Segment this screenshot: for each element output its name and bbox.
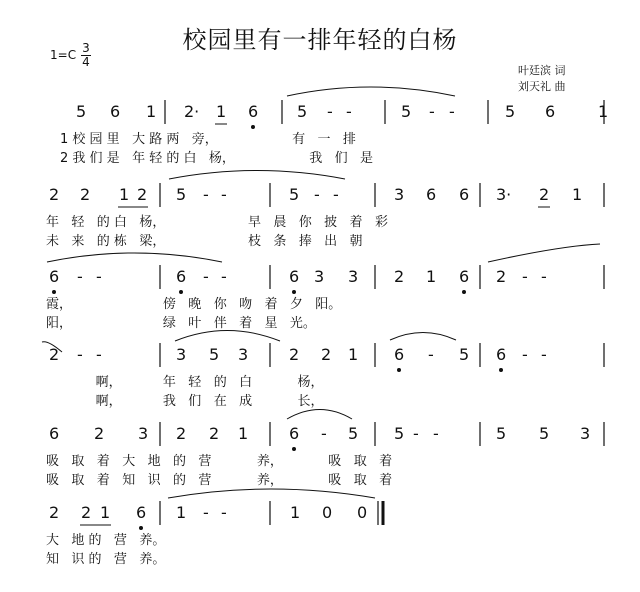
note: 2 xyxy=(539,185,550,204)
note: 6 xyxy=(459,267,470,286)
note: - xyxy=(428,345,434,364)
lyric-verse-2: 阳， 绿 叶 伴 着 星 光。 xyxy=(46,316,316,331)
note: 2 xyxy=(94,424,105,443)
note: 5 xyxy=(209,345,220,364)
note: - xyxy=(321,424,327,443)
note: 6 xyxy=(545,102,556,121)
octave-dot xyxy=(500,369,503,372)
octave-dot xyxy=(398,369,401,372)
note: 2 xyxy=(496,267,507,286)
note: 2 xyxy=(49,185,60,204)
note: 6 xyxy=(496,345,507,364)
key-signature: 1=C xyxy=(50,48,77,62)
note: 1 xyxy=(238,424,249,443)
note: 2 xyxy=(49,503,60,522)
note: 6 xyxy=(459,185,470,204)
lyric-verse-1: 1 校 园 里 大 路 两 旁， 有 一 排 xyxy=(60,132,356,147)
lyric-verse-1: 吸 取 着 大 地 的 营 养， 吸 取 着 xyxy=(46,454,393,469)
lyricist-credit: 叶廷滨 词 xyxy=(518,64,566,77)
note: 5 xyxy=(401,102,412,121)
lyric-verse-1: 啊， 年 轻 的 白 杨， xyxy=(46,375,324,390)
note: 2· xyxy=(184,102,200,121)
note: - xyxy=(77,267,83,286)
note: 5 xyxy=(496,424,507,443)
note: - xyxy=(522,345,528,364)
note: - xyxy=(522,267,528,286)
note: - xyxy=(96,267,102,286)
note: 6 xyxy=(49,267,60,286)
octave-dot xyxy=(463,291,466,294)
tie-slur xyxy=(488,244,600,262)
note: - xyxy=(203,185,209,204)
time-numerator: 3 xyxy=(82,41,90,55)
tie-slur xyxy=(390,333,456,341)
note: - xyxy=(314,185,320,204)
note: - xyxy=(541,267,547,286)
note: 5 xyxy=(505,102,516,121)
note: 2 xyxy=(137,185,148,204)
note: 6 xyxy=(289,267,300,286)
note: - xyxy=(413,424,419,443)
note: - xyxy=(203,503,209,522)
lyric-verse-2: 未 来 的 栋 梁， 枝 条 捧 出 朝 xyxy=(46,234,363,249)
tie-slur xyxy=(168,489,375,498)
note: - xyxy=(221,267,227,286)
note: 2 xyxy=(321,345,332,364)
time-denominator: 4 xyxy=(82,55,90,69)
note: 1 xyxy=(572,185,583,204)
lyric-verse-2: 啊， 我 们 在 成 长， xyxy=(46,394,324,409)
note: 6 xyxy=(49,424,60,443)
note: 3 xyxy=(348,267,359,286)
tie-slur xyxy=(169,171,345,180)
note: - xyxy=(429,102,435,121)
note: 3 xyxy=(580,424,591,443)
note: - xyxy=(203,267,209,286)
lyric-verse-2: 2 我 们 是 年 轻 的 白 杨， 我 们 是 xyxy=(60,151,374,166)
note: 1 xyxy=(146,102,157,121)
lyric-verse-2: 吸 取 着 知 识 的 营 养， 吸 取 着 xyxy=(46,473,393,488)
note: 6 xyxy=(136,503,147,522)
note: 2 xyxy=(394,267,405,286)
note: 2 xyxy=(289,345,300,364)
note: 5 xyxy=(176,185,187,204)
song-title: 校园里有一排年轻的白杨 xyxy=(182,26,458,54)
note: 6 xyxy=(110,102,121,121)
tie-slur xyxy=(287,410,352,420)
note: - xyxy=(541,345,547,364)
tie-slur xyxy=(175,331,280,342)
note: 2 xyxy=(49,345,60,364)
tie-slur xyxy=(287,87,455,96)
lyric-verse-1: 霞， 傍 晚 你 吻 着 夕 阳。 xyxy=(46,297,342,312)
note: 0 xyxy=(322,503,333,522)
note: 5 xyxy=(348,424,359,443)
note: - xyxy=(449,102,455,121)
note: - xyxy=(346,102,352,121)
note: - xyxy=(333,185,339,204)
note: - xyxy=(327,102,333,121)
note: 3 xyxy=(138,424,149,443)
note: 1 xyxy=(216,102,227,121)
note: 5 xyxy=(459,345,470,364)
note: 3 xyxy=(238,345,249,364)
note: 3 xyxy=(176,345,187,364)
note: 1 xyxy=(100,503,111,522)
note: 2 xyxy=(80,185,91,204)
note: 5 xyxy=(289,185,300,204)
note: 3 xyxy=(394,185,405,204)
note: 1 xyxy=(290,503,301,522)
note: - xyxy=(77,345,83,364)
lyric-verse-1: 大 地 的 营 养。 xyxy=(46,533,166,548)
note: 5 xyxy=(297,102,308,121)
note: 1 xyxy=(119,185,130,204)
lyric-verse-1: 年 轻 的 白 杨， 早 晨 你 披 着 彩 xyxy=(46,215,388,230)
note: - xyxy=(96,345,102,364)
note: 3· xyxy=(496,185,512,204)
note: 6 xyxy=(289,424,300,443)
note: 6 xyxy=(176,267,187,286)
note: 5 xyxy=(394,424,405,443)
note: 5 xyxy=(76,102,87,121)
note: 5 xyxy=(539,424,550,443)
note: 6 xyxy=(426,185,437,204)
note: 1 xyxy=(348,345,359,364)
note: 1 xyxy=(598,102,609,121)
note: - xyxy=(221,503,227,522)
note: 6 xyxy=(394,345,405,364)
composer-credit: 刘天礼 曲 xyxy=(518,80,566,93)
note: 1 xyxy=(176,503,187,522)
note: 2 xyxy=(81,503,92,522)
note: - xyxy=(221,185,227,204)
note: 6 xyxy=(248,102,259,121)
tie-slur xyxy=(47,253,222,262)
note: 1 xyxy=(426,267,437,286)
note: - xyxy=(433,424,439,443)
note: 2 xyxy=(176,424,187,443)
note: 3 xyxy=(314,267,325,286)
note: 0 xyxy=(357,503,368,522)
note: 2 xyxy=(209,424,220,443)
lyric-verse-2: 知 识 的 营 养。 xyxy=(46,552,166,567)
